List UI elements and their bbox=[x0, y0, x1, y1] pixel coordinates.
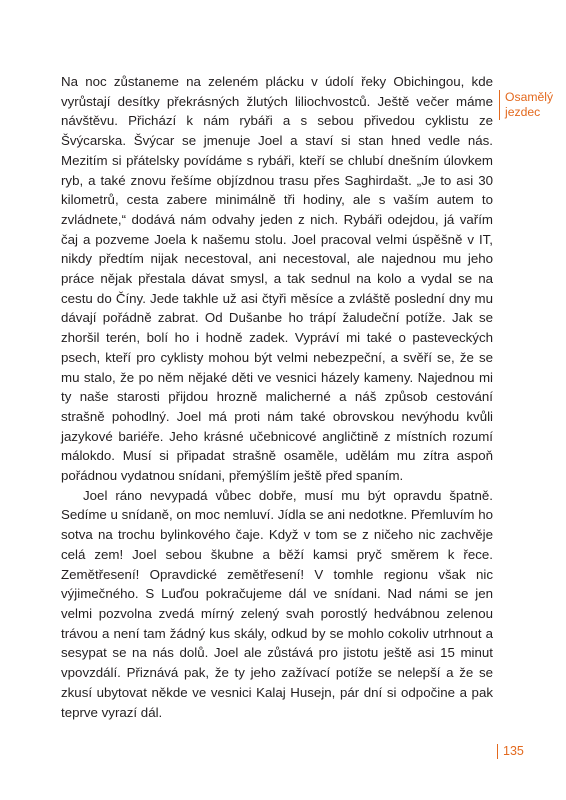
body-text bbox=[61, 72, 493, 722]
margin-heading bbox=[499, 90, 566, 120]
paragraph-2: Joel ráno nevypadá vůbec dobře, musí mu být opravdu špatně. Sedíme u snídaně, on moc nemluví. Jídla se ani nedotkne. Přemluvím ho sotva na trochu bylinkového čaje. Když v tom se z ničeho nic zachvěje celá zem! Joel sebou škubne a běží kamsi pryč směrem k řece. Zemětřesení! Opravdické zemětřesení! V tomhle regionu však nic výjimečného. S Luďou pokračujeme dál ve snídani. Nad námi se jen velmi pozvolna zvedá mírný zelený svah porostlý hedvábnou zelenou trávou a není tam žádný kus skály, odkud by se mohlo cokoliv utrhnout a sesypat se na nás dolů. Joel ale zůstává pro jistotu ještě asi 15 minut vpovzdálí. Přiznává pak, že ty jeho zažívací potíže se nelepší a že se zkusí ubytovat někde ve vesnici Kalaj Husejn, pár dní si odpočine a pak teprve vyrazí dál. bbox=[61, 487, 493, 720]
margin-heading-line-1: Osamělý bbox=[505, 90, 554, 104]
paragraph-1: Na noc zůstaneme na zeleném plácku v údolí řeky Obichingou, kde vyrůstají desítky překrásných žlutých liliochvostců. Ještě večer máme návštěvu. Přichází k nám rybáři a s sebou přivedou cyklistu ze Švýcarska. Švýcar se jmenuje Joel a staví si stan hned vedle nás. Mezitím si přátelsky povídáme s rybáři, kteří se chlubí dnešním úlovkem ryb, a také znovu řešíme objízdnou trasu přes Saghirdašt. „Je to asi 30 kilometrů, cesta zabere minimálně tři hodiny, ale s vaším autem to zvládnete,“ dodává nám odvahy jeden z nich. Rybáři odejdou, já vařím čaj a pozveme Joela k našemu stolu. Joel pracoval velmi úspěšně v IT, nikdy předtím nijak necestoval, ani necestoval, ale najednou mu jeho práce nějak přestala dávat smysl, a tak sednul na kolo a vydal se na cestu do Číny. Jede takhle už asi čtyři měsíce a zvláště poslední dny mu dávají pořádně zabrat. Od Dušanbe ho trápí žaludeční potíže. Jak se zhoršil terén, bolí ho i hodně zadek. Vypráví mi také o pasteveckých psech, kteří pro cyklisty mohou být velmi nebezpeční, a svěří se, že se mu stalo, že po něm nějaké děti ve vesnici házely kameny. Najednou mi ty naše starosti přijdou hrozně malicherné a náš způsob cestování strašně pohodlný. Joel má proti nám také obrovskou nevýhodu kvůli jazykové bariéře. Jeho krásné učebnicové angličtině z místních rozumí málokdo. Musí si připadat strašně osaměle, udělám mu zítra aspoň pořádnou vydatnou snídani, přemýšlím ještě před spaním. bbox=[61, 74, 493, 484]
margin-heading-line-2: jezdec bbox=[505, 105, 541, 119]
page-number: 135 bbox=[497, 744, 524, 759]
